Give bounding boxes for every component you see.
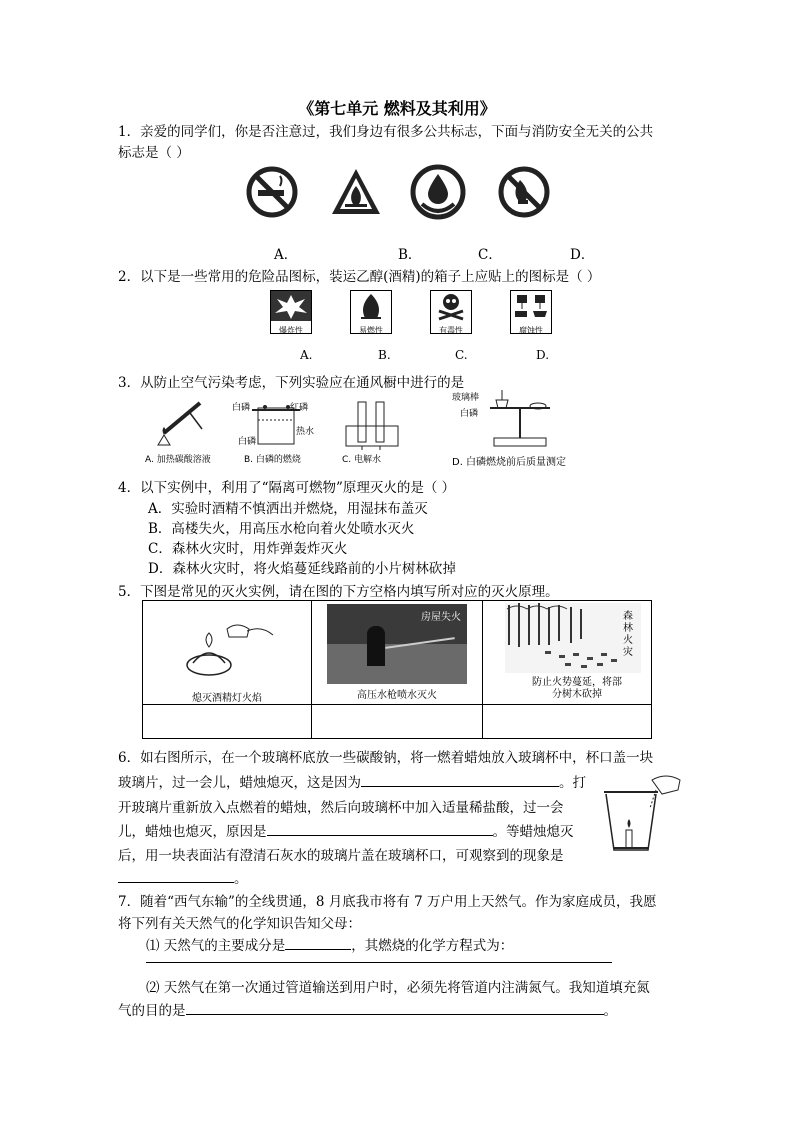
q7-blank-1[interactable] <box>285 937 351 950</box>
q2-line: 2．以下是一些常用的危险品图标，装运乙醇(酒精)的箱子上应贴上的图标是（ ） <box>118 269 601 285</box>
q7-blank-2[interactable] <box>186 1002 604 1015</box>
q3-label-hot-water: 热水 <box>296 427 315 437</box>
q6-line1: 6．如右图所示，在一个玻璃杯底放一些碳酸钠，将一燃着蜡烛放入玻璃杯中，杯口盖一块 <box>118 750 654 766</box>
flammable-warning-icon <box>330 166 382 218</box>
corrosive-icon <box>510 290 552 334</box>
q5-cell-alcohol-lamp <box>143 601 312 705</box>
q7-blank-equation[interactable] <box>146 953 612 963</box>
forest-fire-label: 森 林 火 灾 <box>623 611 633 658</box>
q7-sub2-text: 气的目的是 <box>118 1003 186 1019</box>
heating-tube-figure <box>150 393 220 448</box>
q3-caption-d: D. 白磷燃烧前后质量测定 <box>452 457 567 468</box>
q4-option-b[interactable]: B．高楼失火，用高压水枪向着火处喷水灭火 <box>148 521 415 537</box>
flammable-icon <box>350 290 392 334</box>
q5-caption-1: 熄灭酒精灯火焰 <box>192 693 262 704</box>
q1-line1: 1．亲爱的同学们，你是否注意过，我们身边有很多公共标志，下面与消防安全无关的公共 <box>118 124 654 140</box>
q5-caption-3: 防止火势蔓延，将部 分树木砍掉 <box>532 677 622 700</box>
q7-line2: 将下列有关天然气的化学知识告知父母： <box>118 916 361 932</box>
q4-option-c[interactable]: C．森林火灾时，用炸弹轰炸灭火 <box>148 541 348 557</box>
q3-label-glass-rod: 玻璃棒 <box>452 393 480 403</box>
q5-answer-3[interactable] <box>483 705 652 739</box>
q6-line6 <box>118 867 248 887</box>
q5-cell-forest <box>483 601 652 705</box>
q3-label-white-p: 白磷 <box>232 403 251 413</box>
corrosive-label: 腐蚀性 <box>519 326 543 335</box>
q7-sub2: ⑵ 天然气在第一次通过管道输送到用户时，必须先将管道内注满氮气。我知道填充氮 <box>146 980 650 996</box>
q3-line: 3．从防止空气污染考虑，下列实验应在通风橱中进行的是 <box>118 375 465 391</box>
page-title: 《第七单元 燃料及其利用》 <box>298 99 496 118</box>
q6-line4-text: 儿，蜡烛也熄灭，原因是 <box>118 824 267 840</box>
glass-cup-figure <box>596 770 688 856</box>
q5-line: 5．下图是常见的灭火实例，请在图的下方空格内填写所对应的灭火原理。 <box>118 584 559 600</box>
q6-blank-2[interactable] <box>267 823 493 836</box>
q7-sub2-line2 <box>118 999 617 1019</box>
explosive-icon <box>270 290 312 334</box>
alcohol-lamp-figure <box>143 601 311 685</box>
q3-caption-b: B. 白磷的燃烧 <box>244 455 301 465</box>
q5-caption-2: 高压水枪喷水灭火 <box>357 690 437 701</box>
q1-option-c[interactable]: C． <box>478 247 502 263</box>
q1-option-d[interactable]: D． <box>570 247 595 263</box>
q6-blank-1[interactable] <box>361 774 559 787</box>
toxic-label: 有毒性 <box>439 326 463 335</box>
explosive-label: 爆炸性 <box>279 326 303 335</box>
q6-blank-3[interactable] <box>118 870 234 883</box>
q3-caption-c: C. 电解水 <box>342 455 382 465</box>
q6-line3: 开玻璃片重新放入点燃着的蜡烛，然后向玻璃杯中加入适量稀盐酸，过一会 <box>118 800 564 816</box>
q2-option-d[interactable]: D. <box>536 348 550 362</box>
q6-line5: 后，用一块表面沾有澄清石灰水的玻璃片盖在玻璃杯口，可观察到的现象是 <box>118 848 564 864</box>
q7-sub1-end: ，其燃烧的化学方程式为： <box>351 938 514 954</box>
q6-line4 <box>118 820 574 840</box>
water-drop-icon <box>410 164 466 220</box>
q5-answer-1[interactable] <box>143 705 312 739</box>
q2-option-b[interactable]: B. <box>378 348 391 362</box>
q5-cell-firefighter <box>312 601 483 705</box>
q4-option-a[interactable]: A．实验时酒精不慎洒出并燃烧，用湿抹布盖灭 <box>148 501 428 517</box>
no-smoking-icon <box>246 166 298 218</box>
q3-caption-a: A. 加热碳酸溶液 <box>145 455 211 465</box>
q7-sub2-end: 。 <box>603 1003 617 1019</box>
q6-line2 <box>118 771 586 791</box>
q1-option-b[interactable]: B． <box>398 247 422 263</box>
electrolysis-figure <box>342 398 402 450</box>
q6-line6-end: 。 <box>234 871 248 887</box>
q3-label-white-p2: 白磷 <box>238 437 257 447</box>
no-fire-icon <box>498 166 550 218</box>
q1-option-a[interactable]: A． <box>274 247 298 263</box>
toxic-icon <box>430 290 472 334</box>
balance-figure <box>480 390 560 450</box>
q7-sub1-text: ⑴ 天然气的主要成分是 <box>146 938 286 954</box>
q3-label-red-p: 红磷 <box>290 403 309 413</box>
q7-sub1 <box>146 934 513 954</box>
q4-line: 4．以下实例中，利用了“隔离可燃物”原理灭火的是（ ） <box>118 480 456 496</box>
flammable-label: 易燃性 <box>359 326 383 335</box>
q3-label-white-p-d: 白磷 <box>460 409 479 419</box>
forest-figure <box>505 603 641 673</box>
house-fire-label: 房屋失火 <box>421 612 461 623</box>
q2-option-a[interactable]: A. <box>300 348 313 362</box>
q6-line2-end: 。打 <box>559 775 586 791</box>
firefighter-photo <box>327 604 467 684</box>
q4-option-d[interactable]: D．森林火灾时，将火焰蔓延线路前的小片树林砍掉 <box>148 561 456 577</box>
q6-line4-end: 。等蜡烛熄灭 <box>492 824 574 840</box>
q2-option-c[interactable]: C. <box>455 348 468 362</box>
q6-line2-text: 玻璃片，过一会儿，蜡烛熄灭，这是因为 <box>118 775 361 791</box>
q5-answer-2[interactable] <box>312 705 483 739</box>
q5-table <box>142 600 652 739</box>
q1-line2: 标志是（ ） <box>118 145 190 161</box>
q7-line1: 7．随着“西气东输”的全线贯通，8 月底我市将有 7 万户用上天然气。作为家庭成员，我愿 <box>118 894 657 910</box>
